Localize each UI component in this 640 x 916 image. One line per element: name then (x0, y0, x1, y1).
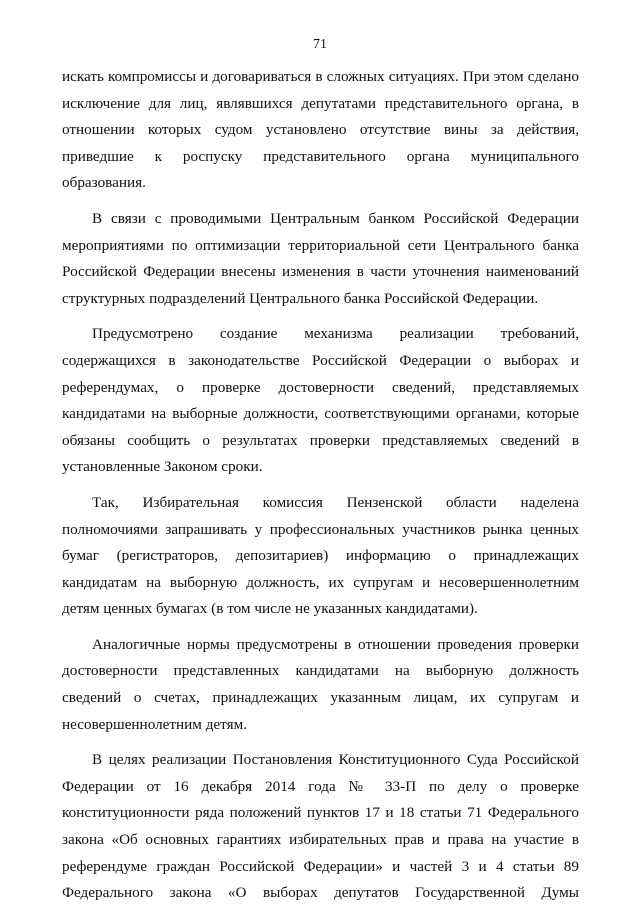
paragraph-election-commission: Так, Избирательная комиссия Пензенской области наделена полномочиями запрашивать у профессиональных участников рынка ценных бумаг (регистраторов, депозитариев) информацию о принадлежащих кандидатам на выборную должность, их супругам и несовершеннолетним детям ценных бумагах (в том числе не указанных кандидатами). (62, 493, 579, 618)
paragraph-accounts-verification: Аналогичные нормы предусмотрены в отношении проведения проверки достоверности представленных кандидатами на выборную должность сведений о счетах, принадлежащих указанным лицам, их супругам и несовершеннолетним детям. (62, 635, 579, 733)
page-number: 71 (313, 37, 327, 52)
paragraph-constitutional-court: В целях реализации Постановления Конституционного Суда Российской Федерации от 16 декабря 2014 года № 33-П по делу о проверке конституционности ряда положений пунктов 17 и 18 статьи 71 Федерального закона «Об основных гарантиях избирательных прав и права на участие в референдуме граждан Российской Федерации» и частей 3 и 4 статьи 89 Федерального закона «О выборах депутатов Государственной Думы (62, 751, 579, 902)
paragraph-continuation: искать компромиссы и договариваться в сложных ситуациях. При этом сделано исключение для лиц, являвшихся депутатами представительного органа, в отношении которых судом установлено отсутствие вины за действия, приведшие к роспуску представительного органа муниципального образования. (62, 68, 579, 192)
paragraph-verification-mechanism: Предусмотрено создание механизма реализации требований, содержащихся в законодательстве Российской Федерации о выборах и референдумах, о проверке достоверности сведений, представляемых кандидатами на выборные должности, соответствующими органами, которые обязаны сообщить о результатах проверки представляемых сведений в установленные Законом сроки. (62, 325, 579, 476)
paragraph-central-bank: В связи с проводимыми Центральным банком Российской Федерации мероприятиями по оптимизации территориальной сети Центрального банка Российской Федерации внесены изменения в части уточнения наименований структурных подразделений Центрального банка Российской Федерации. (62, 209, 579, 307)
document-body (62, 64, 579, 916)
